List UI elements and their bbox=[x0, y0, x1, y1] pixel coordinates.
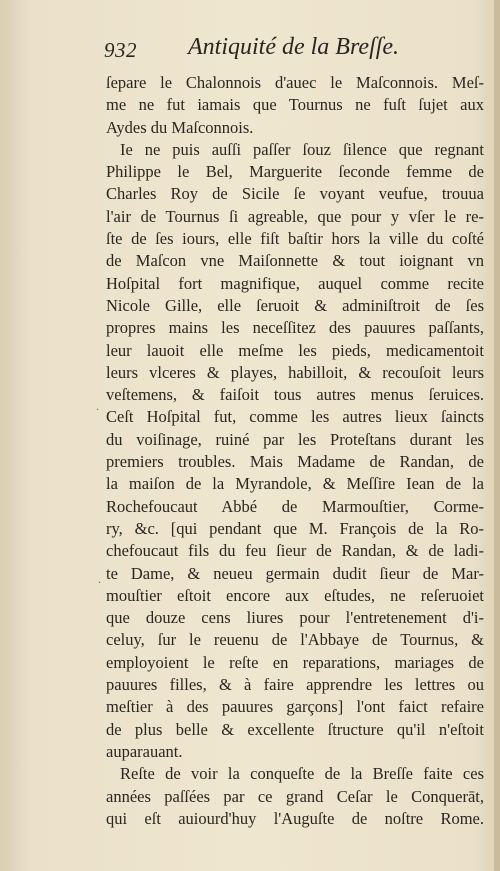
text-line: pauures filles, & à faire apprendre les lettres ou bbox=[106, 675, 484, 695]
text-line: veſtemens, & faiſoit tous autres menus ſeruices. bbox=[106, 385, 484, 405]
text-line: employoient le reſte en reparations, mariages de bbox=[106, 652, 484, 672]
text-line: Rochefoucaut Abbé de Marmouſtier, Corme- bbox=[106, 496, 484, 516]
text-line: ſepare le Chalonnois d'auec le Maſconnois. Meſ- bbox=[106, 73, 484, 92]
text-line: que douze cens liures pour l'entretenement d'i- bbox=[106, 608, 484, 628]
text-line: celuy, ſur le reuenu de l'Abbaye de Tournus, & bbox=[106, 630, 484, 650]
text-line: Nicole Gille, elle ſeruoit & adminiſtroit de ſes bbox=[106, 295, 484, 315]
text-line: ſte de ſes iours, elle fiſt baſtir hors la ville du coſté bbox=[106, 229, 484, 249]
page-edge bbox=[494, 0, 500, 871]
page-header bbox=[104, 34, 484, 64]
text-line: meſtier à des pauures garçons] l'ont faict refaire bbox=[106, 697, 484, 717]
text-line: Philippe le Bel, Marguerite ſeconde femme de bbox=[106, 162, 484, 182]
text-line: Charles Roy de Sicile ſe voyant veufue, trouua bbox=[106, 184, 484, 204]
text-line: Aydes du Maſconnois. bbox=[106, 117, 254, 137]
text-line: ry, &c. [qui pendant que M. François de la Ro- bbox=[106, 518, 484, 538]
text-line: Hoſpital fort magnifique, auquel comme recite bbox=[106, 273, 484, 293]
margin-dot: . bbox=[96, 402, 100, 413]
margin-dot: · bbox=[98, 578, 102, 589]
text-line: la maiſon de la Myrandole, & Meſſire Iean de la bbox=[106, 474, 484, 494]
text-line: l'air de Tournus ſi agreable, que pour y vſer le re- bbox=[106, 206, 484, 226]
text-line: te Dame, & neueu germain dudit ſieur de Mar- bbox=[106, 563, 484, 583]
text-line: premiers troubles. Mais Madame de Randan, de bbox=[106, 452, 484, 472]
text-line: leurs vlceres & playes, habilloit, & recouſoit leurs bbox=[106, 362, 484, 382]
text-line: chefoucaut fils du feu ſieur de Randan, & de ladi- bbox=[106, 541, 484, 561]
text-line: leur lauoit elle meſme les pieds, medicamentoit bbox=[106, 340, 484, 360]
text-line: qui eſt auiourd'huy l'Auguſte de noſtre Rome. bbox=[106, 808, 484, 828]
running-head: Antiquité de la Breſſe. bbox=[188, 34, 400, 60]
text-line: mouſtier eſtoit encore aux eſtudes, ne reſeruoiet bbox=[106, 585, 484, 605]
text-line: de plus belle & excellente ſtructure qu'il n'eſtoit bbox=[106, 719, 484, 739]
text-line: auparauant. bbox=[106, 741, 183, 761]
text-line: Ie ne puis auſſi paſſer ſouz ſilence que regnant bbox=[120, 139, 484, 159]
text-line: Ceſt Hoſpital fut, comme les autres lieux ſaincts bbox=[106, 407, 484, 427]
page-number: 932 bbox=[104, 38, 137, 62]
text-line: années paſſées par ce grand Ceſar le Conquerāt, bbox=[106, 786, 484, 806]
text-line: me ne fut iamais que Tournus ne fuſt ſujet aux bbox=[106, 95, 484, 115]
text-line: propres mains les neceſſitez des pauures paſſants, bbox=[106, 318, 484, 338]
text-line: de Maſcon vne Maiſonnette & tout ioignant vn bbox=[106, 251, 484, 271]
text-line: du voiſinage, ruiné par les Proteſtans durant les bbox=[106, 429, 484, 449]
text-line: Reſte de voir la conqueſte de la Breſſe faite ces bbox=[120, 764, 484, 784]
body-text bbox=[106, 72, 484, 830]
